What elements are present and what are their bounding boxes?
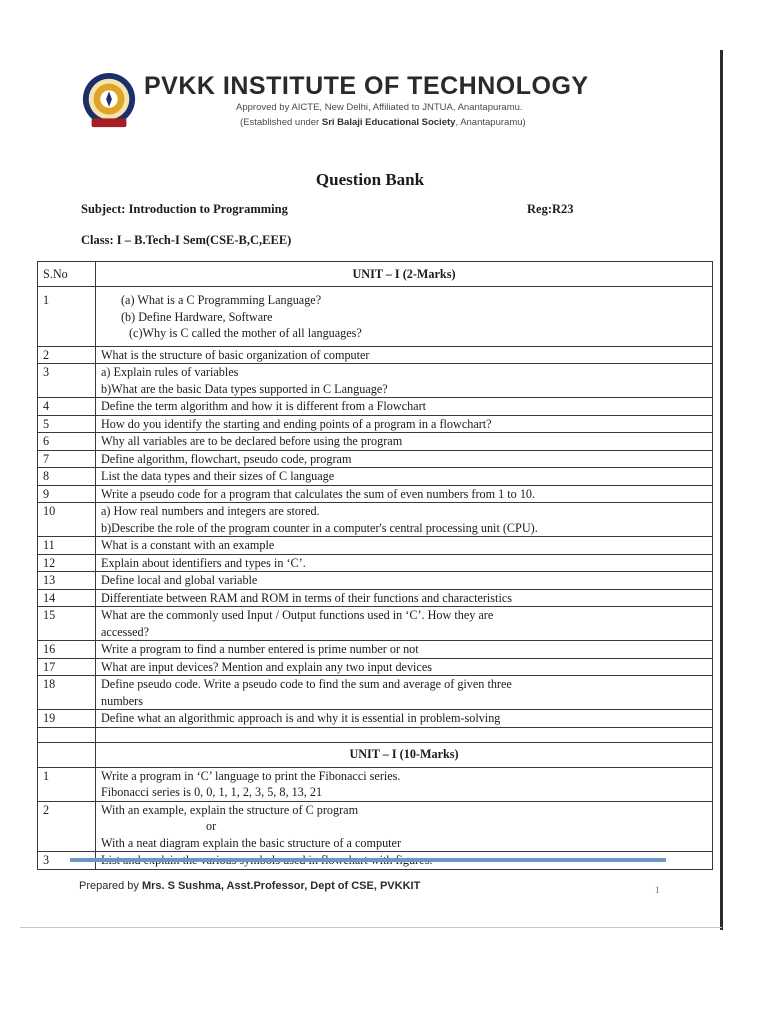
question-text bbox=[96, 485, 713, 503]
question-row bbox=[38, 346, 713, 364]
question-text bbox=[96, 346, 713, 364]
society-name: Sri Balaji Educational Society bbox=[321, 117, 456, 128]
question-number: 2 bbox=[38, 346, 96, 364]
question-text bbox=[96, 641, 713, 659]
question-number: 9 bbox=[38, 485, 96, 503]
question-1b: (b) Define Hardware, Software bbox=[121, 309, 273, 324]
question-row bbox=[38, 537, 713, 555]
prepared-by bbox=[79, 880, 420, 892]
question-line: Define the term algorithm and how it is different from a Flowchart bbox=[101, 399, 427, 413]
question-row bbox=[38, 658, 713, 676]
question-number: 7 bbox=[38, 450, 96, 468]
question-number: 14 bbox=[38, 589, 96, 607]
question-row bbox=[38, 801, 713, 852]
question-line: What is the structure of basic organization of computer bbox=[101, 347, 370, 362]
question-number: 11 bbox=[38, 537, 96, 555]
question-line: Explain about identifiers and types in ‘C’. bbox=[101, 555, 306, 570]
question-line: Define algorithm, flowchart, pseudo code, program bbox=[101, 451, 352, 466]
col-sno-header: S.No bbox=[38, 262, 96, 287]
question-row bbox=[38, 450, 713, 468]
question-line: With a neat diagram explain the basic structure of a computer bbox=[101, 835, 402, 850]
page-number: 1 bbox=[655, 885, 660, 895]
institute-name: PVKK INSTITUTE OF TECHNOLOGY bbox=[144, 72, 589, 100]
question-number: 3 bbox=[38, 364, 96, 398]
question-text bbox=[96, 554, 713, 572]
question-text bbox=[96, 767, 713, 801]
question-row bbox=[38, 607, 713, 641]
question-number: 5 bbox=[38, 415, 96, 433]
question-row bbox=[38, 641, 713, 659]
question-number: 1 bbox=[38, 287, 96, 347]
question-row bbox=[38, 364, 713, 398]
prepared-prefix: Prepared by bbox=[79, 880, 142, 892]
question-text bbox=[96, 572, 713, 590]
question-number: 4 bbox=[38, 398, 96, 416]
question-line: With an example, explain the structure of C program bbox=[101, 802, 359, 817]
footer-rule bbox=[70, 858, 666, 862]
question-line: Define local and global variable bbox=[101, 573, 258, 587]
question-line: Define what an algorithmic approach is and why it is essential in problem-solving bbox=[101, 711, 501, 725]
question-line: List the data types and their sizes of C language bbox=[101, 469, 335, 483]
question-line: or bbox=[206, 819, 217, 833]
question-row bbox=[38, 676, 713, 710]
question-row bbox=[38, 468, 713, 486]
unit1-2marks-header: UNIT – I (2-Marks) bbox=[96, 262, 713, 287]
question-row bbox=[38, 767, 713, 801]
question-number: 3 bbox=[38, 852, 96, 870]
question-text bbox=[96, 801, 713, 852]
prepared-by-name: Mrs. S Sushma, Asst.Professor, Dept of CSE, PVKKIT bbox=[141, 880, 421, 892]
question-number: 16 bbox=[38, 641, 96, 659]
question-number: 17 bbox=[38, 658, 96, 676]
question-text bbox=[96, 607, 713, 641]
question-row bbox=[38, 503, 713, 537]
question-line: Write a program to find a number entered is prime number or not bbox=[101, 642, 419, 656]
table-header-row bbox=[38, 262, 713, 287]
established-line bbox=[240, 117, 526, 128]
section-header-row bbox=[38, 742, 713, 767]
question-line: accessed? bbox=[101, 624, 150, 639]
question-number: 6 bbox=[38, 433, 96, 451]
question-line: What are the commonly used Input / Output functions used in ‘C’. How they are bbox=[101, 608, 494, 622]
class-line: Class: I – B.Tech-I Sem(CSE-B,C,EEE) bbox=[81, 233, 292, 247]
question-row bbox=[38, 398, 713, 416]
question-text bbox=[96, 433, 713, 451]
question-line: Differentiate between RAM and ROM in terms of their functions and characteristics bbox=[101, 590, 512, 605]
question-line: How do you identify the starting and ending points of a program in a flowchart? bbox=[101, 416, 492, 431]
question-text bbox=[96, 710, 713, 728]
question-line: b)What are the basic Data types supported in C Language? bbox=[101, 381, 388, 396]
question-row bbox=[38, 572, 713, 590]
question-number: 15 bbox=[38, 607, 96, 641]
question-line: What is a constant with an example bbox=[101, 538, 275, 552]
question-1c: (c)Why is C called the mother of all languages? bbox=[129, 326, 362, 340]
question-text bbox=[96, 364, 713, 398]
page-bottom-edge bbox=[20, 927, 722, 928]
question-text bbox=[96, 468, 713, 486]
question-line: numbers bbox=[101, 693, 143, 708]
question-line: b)Describe the role of the program counter in a computer's central processing unit (CPU). bbox=[101, 520, 538, 535]
question-line: What are input devices? Mention and explain any two input devices bbox=[101, 659, 432, 674]
question-1a: (a) What is a C Programming Language? bbox=[121, 293, 322, 307]
question-line: a) Explain rules of variables bbox=[101, 365, 239, 379]
question-text bbox=[96, 658, 713, 676]
question-line: Write a program in ‘C’ language to print the Fibonacci series. bbox=[101, 768, 401, 783]
approval-line: Approved by AICTE, New Delhi, Affiliated to JNTUA, Anantapuramu. bbox=[236, 102, 523, 113]
question-row bbox=[38, 710, 713, 728]
question-text bbox=[96, 503, 713, 537]
document-title: Question Bank bbox=[315, 170, 425, 189]
question-number: 13 bbox=[38, 572, 96, 590]
question-number: 8 bbox=[38, 468, 96, 486]
subject-line: Subject: Introduction to Programming bbox=[81, 202, 288, 216]
question-text bbox=[96, 450, 713, 468]
question-text bbox=[96, 676, 713, 710]
question-line: a) How real numbers and integers are stored. bbox=[101, 504, 320, 518]
question-row bbox=[38, 554, 713, 572]
question-line: Fibonacci series is 0, 0, 1, 1, 2, 3, 5, 8, 13, 21 bbox=[101, 785, 323, 799]
question-line: Write a pseudo code for a program that calculates the sum of even numbers from 1 to 10. bbox=[101, 486, 536, 501]
question-text bbox=[96, 589, 713, 607]
question-number: 10 bbox=[38, 503, 96, 537]
question-number: 19 bbox=[38, 710, 96, 728]
question-row-1 bbox=[38, 287, 713, 347]
institute-logo bbox=[80, 72, 138, 130]
established-prefix: (Established under bbox=[240, 117, 322, 128]
question-row bbox=[38, 415, 713, 433]
question-row bbox=[38, 433, 713, 451]
question-number: 18 bbox=[38, 676, 96, 710]
question-text bbox=[96, 537, 713, 555]
question-table bbox=[37, 261, 713, 870]
question-row bbox=[38, 485, 713, 503]
question-number: 2 bbox=[38, 801, 96, 852]
question-line: Why all variables are to be declared before using the program bbox=[101, 434, 403, 448]
question-line: Define pseudo code. Write a pseudo code to find the sum and average of given three bbox=[101, 677, 512, 691]
question-row bbox=[38, 589, 713, 607]
question-text bbox=[96, 415, 713, 433]
question-text bbox=[96, 398, 713, 416]
question-number: 12 bbox=[38, 554, 96, 572]
question-text bbox=[96, 287, 713, 347]
blank-row bbox=[38, 727, 713, 742]
question-number: 1 bbox=[38, 767, 96, 801]
established-suffix: , Anantapuramu) bbox=[455, 117, 526, 128]
unit1-10marks-header: UNIT – I (10-Marks) bbox=[96, 742, 713, 767]
regulation: Reg:R23 bbox=[527, 202, 574, 216]
